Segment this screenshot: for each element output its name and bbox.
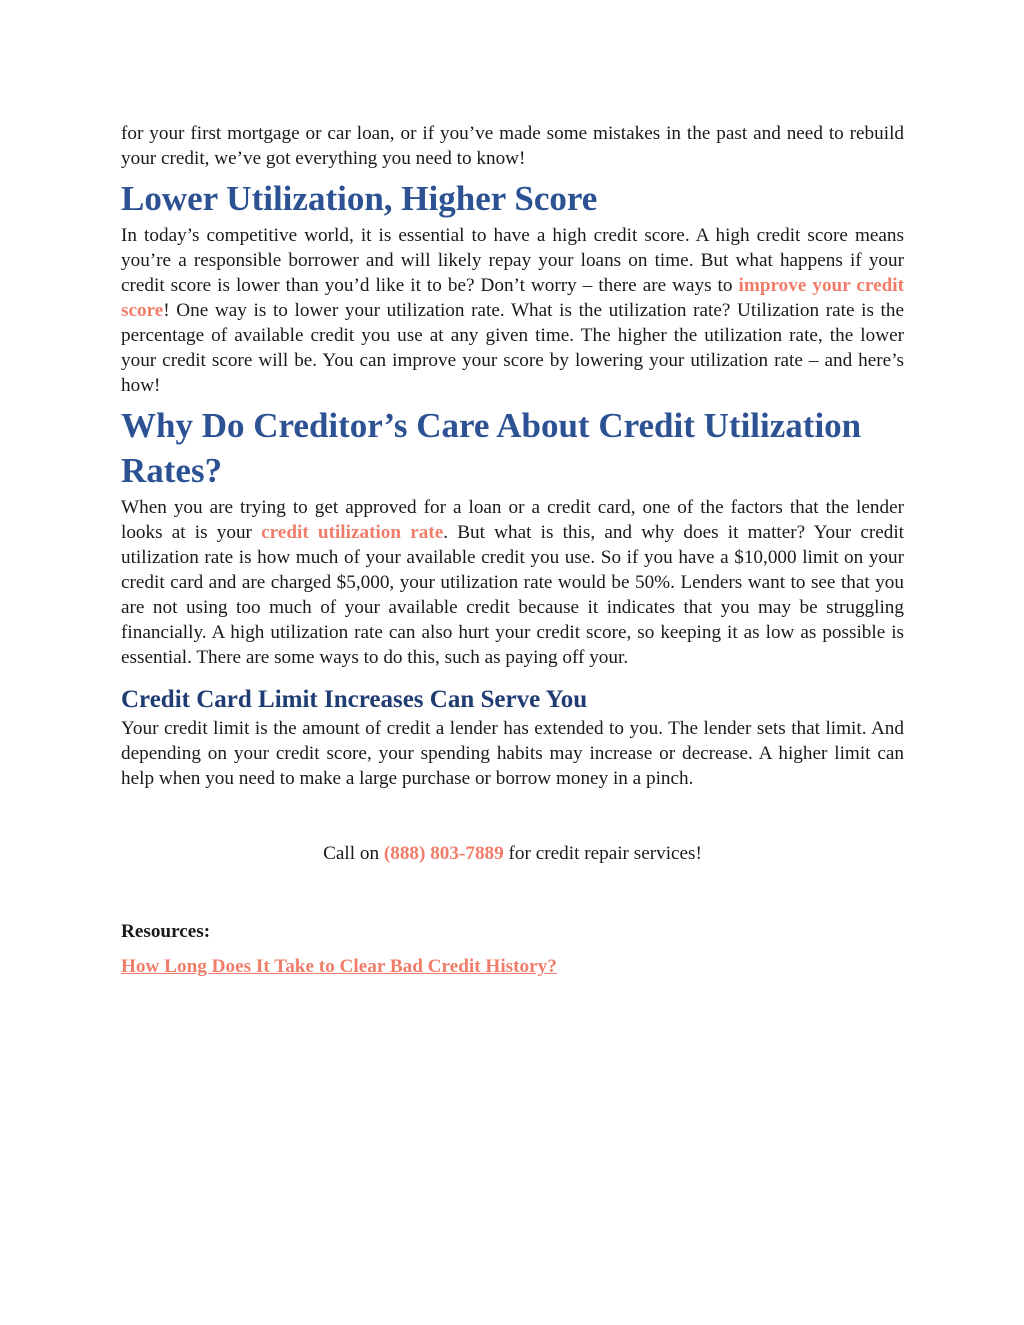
section-paragraph-credit-limit: Your credit limit is the amount of credit a lender has extended to you. The lender sets that limit. And depending on your credit score, your spending habits may increase or decrease. A higher limit can help when you need to make a large purchase or borrow money in a pinch. [121, 718, 904, 789]
section-heading-creditors-care: Why Do Creditor’s Care About Credit Utilization Rates? [121, 406, 862, 490]
intro-paragraph: for your first mortgage or car loan, or if you’ve made some mistakes in the past and need to rebuild your credit, we’ve got everything you need to know! [121, 123, 904, 169]
resource-link-bad-credit-history[interactable]: How Long Does It Take to Clear Bad Credit History? [121, 956, 557, 977]
resources-heading: Resources: [121, 921, 211, 942]
paragraph-text: . But what is this, and why does it matter? Your credit utilization rate is how much of your available credit you use. So if you have a $10,000 limit on your credit card and are charged $5,000, your utilization rate would be 50%. Lenders want to see that you are not using too much of your available credit because it indicates that you may be struggling financially. A high utilization rate can also hurt your credit score, so keeping it as low as possible is essential. There are some ways to do this, such as paying off your. [121, 522, 904, 668]
call-to-action [121, 841, 904, 866]
paragraph-text: ! One way is to lower your utilization rate. What is the utilization rate? Utilization rate is the percentage of available credit you use at any given time. The higher the utilization rate, the lower your credit score will be. You can improve your score by lowering your utilization rate – and here’s how! [121, 300, 904, 396]
call-prefix: Call on [323, 843, 384, 864]
improve-credit-score-link[interactable]: improve your credit score [121, 275, 904, 321]
paragraph-text: In today’s competitive world, it is essential to have a high credit score. A high credit score means you’re a responsible borrower and will likely repay your loans on time. But what happens if your credit score is lower than you’d like it to be? Don’t worry – there are ways to [121, 225, 904, 296]
credit-utilization-rate-link[interactable]: credit utilization rate [261, 522, 444, 543]
phone-number-link[interactable]: (888) 803-7889 [383, 843, 504, 864]
section-paragraph-creditors-care [121, 495, 904, 670]
call-suffix: for credit repair services! [503, 843, 702, 864]
section-heading-lower-utilization: Lower Utilization, Higher Score [121, 179, 598, 218]
section-paragraph-lower-utilization [121, 223, 904, 398]
document-page [121, 121, 904, 979]
paragraph-text: When you are trying to get approved for a loan or a credit card, one of the factors that the lender looks at is your [121, 497, 904, 543]
subheading-credit-limit-increases: Credit Card Limit Increases Can Serve You [121, 686, 588, 713]
